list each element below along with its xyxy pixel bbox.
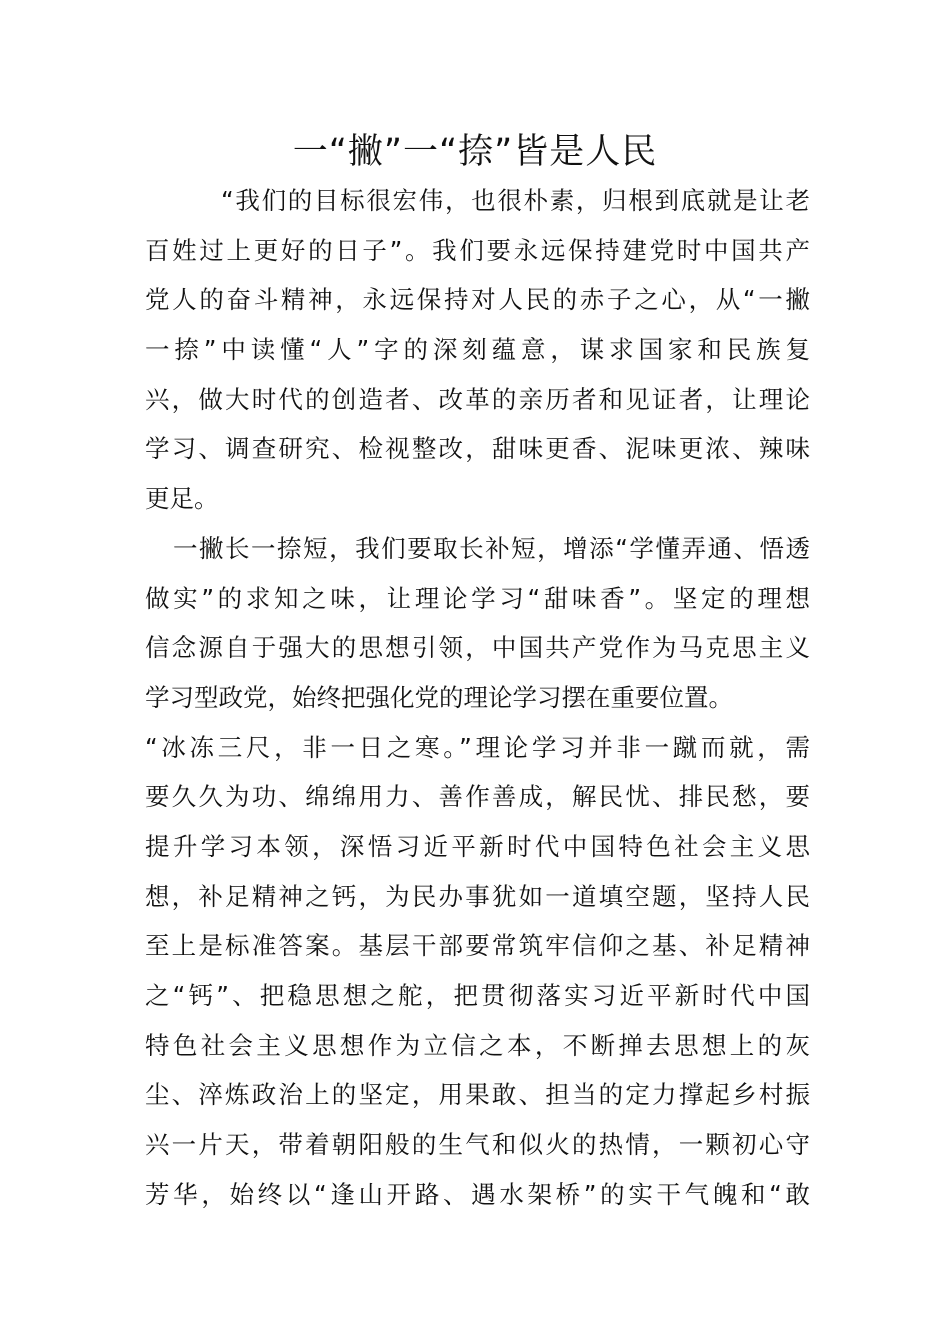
text-line: 百姓过上更好的日子”。我们要永远保持建党时中国共产 (145, 235, 810, 265)
document-title: 一“撇”一“捺”皆是人民 (292, 132, 658, 172)
text-line: 学习、调查研究、检视整改，甜味更香、泥味更浓、辣味 (145, 434, 810, 464)
text-line: 要久久为功、绵绵用力、善作善成，解民忧、排民愁，要 (145, 782, 810, 812)
text-line: 更足。 (145, 484, 219, 514)
text-line: 尘、淬炼政治上的坚定，用果敢、担当的定力撑起乡村振 (145, 1080, 810, 1110)
text-line: 提升学习本领，深悟习近平新时代中国特色社会主义思 (145, 831, 810, 861)
text-line: 至上是标准答案。基层干部要常筑牢信仰之基、补足精神 (145, 931, 810, 961)
text-line: 兴，做大时代的创造者、改革的亲历者和见证者，让理论 (145, 384, 810, 414)
text-line: 特色社会主义思想作为立信之本，不断掸去思想上的灰 (145, 1030, 810, 1060)
text-line: 兴一片天，带着朝阳般的生气和似火的热情，一颗初心守 (145, 1130, 810, 1160)
text-line: 做实”的求知之味，让理论学习“甜味香”。坚定的理想 (145, 583, 810, 613)
text-line: 一捺”中读懂“人”字的深刻蕴意，谋求国家和民族复 (145, 335, 810, 365)
text-line: 党人的奋斗精神，永远保持对人民的赤子之心，从“一撇 (145, 285, 810, 315)
text-line: 想，补足精神之钙，为民办事犹如一道填空题，坚持人民 (145, 881, 810, 911)
text-line: “我们的目标很宏伟，也很朴素，归根到底就是让老 (221, 186, 810, 215)
text-line: 一撇长一捺短，我们要取长补短，增添“学懂弄通、悟透 (173, 533, 810, 563)
text-line: 芳华，始终以“逢山开路、遇水架桥”的实干气魄和“敢 (145, 1179, 810, 1209)
text-line: 学习型政党，始终把强化党的理论学习摆在重要位置。 (145, 682, 733, 712)
text-line: 之“钙”、把稳思想之舵，把贯彻落实习近平新时代中国 (145, 981, 810, 1010)
text-line: 信念源自于强大的思想引领，中国共产党作为马克思主义 (145, 633, 810, 663)
text-line: “冰冻三尺，非一日之寒。”理论学习并非一蹴而就，需 (145, 732, 810, 762)
document-body (145, 176, 810, 1219)
